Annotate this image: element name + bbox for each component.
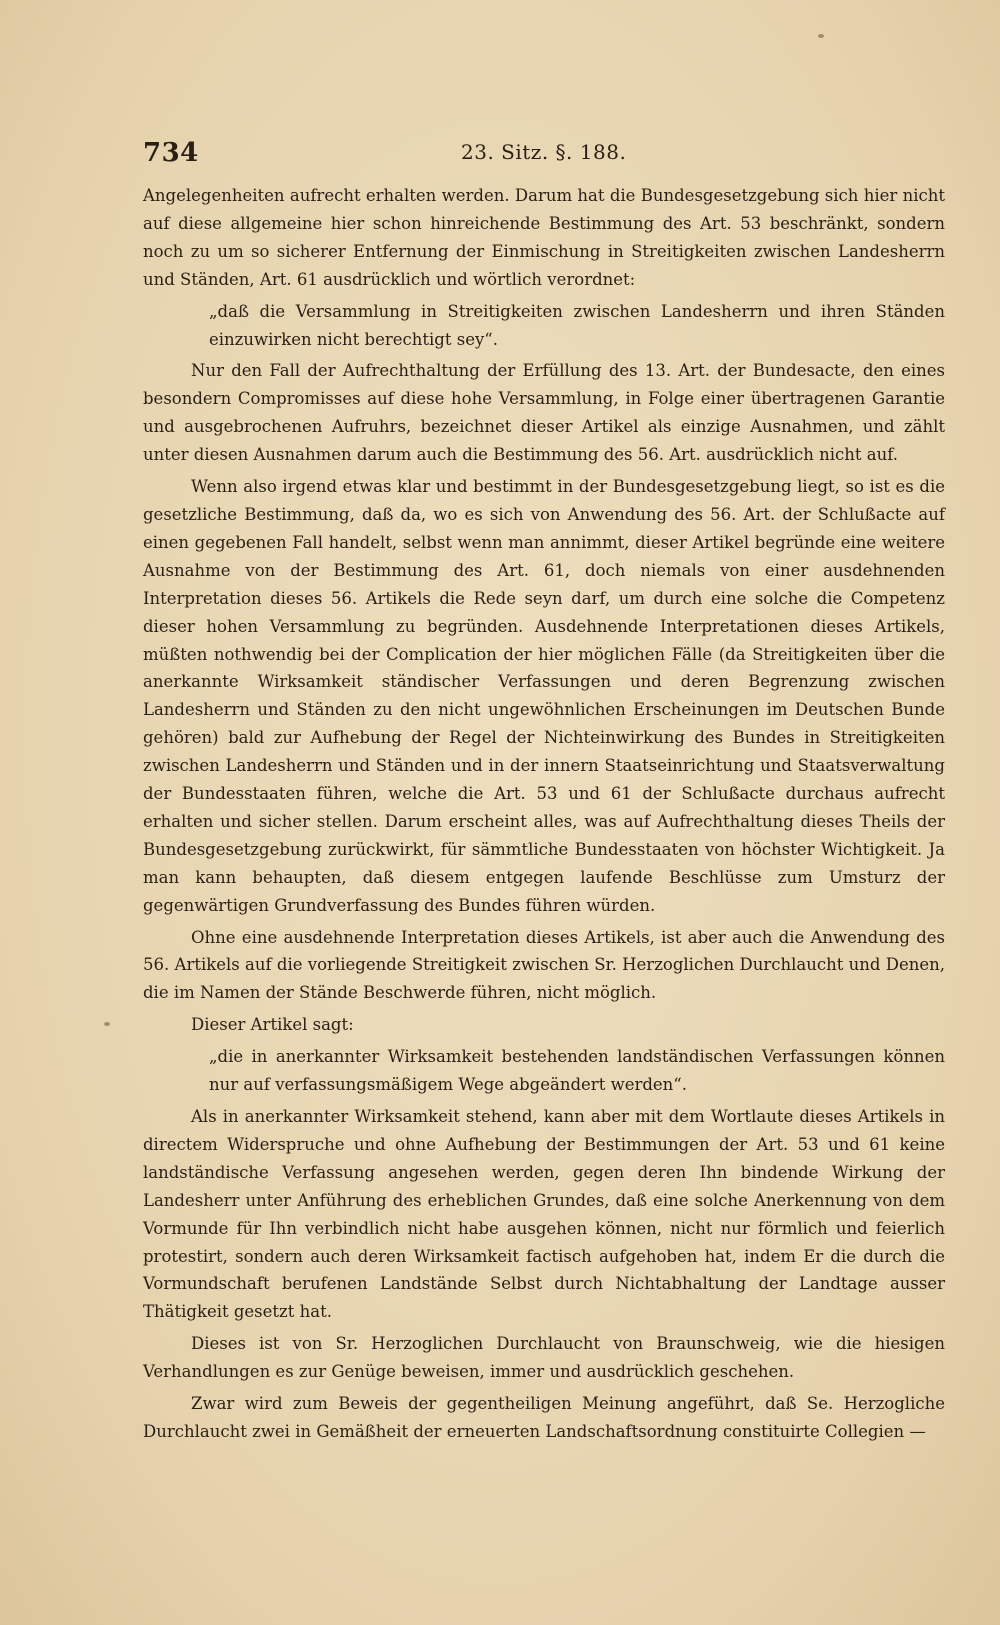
paragraph: Zwar wird zum Beweis der gegentheiligen Meinung angeführt, daß Se. Herzogliche Durchlaucht zwei in Gemäßheit der erneuerten Landschaftsordnung constituirte Collegien — [143,1394,945,1441]
running-head: 23. Sitz. §. 188. [461,140,627,164]
paragraph: Ohne eine ausdehnende Interpretation dieses Artikels, ist aber auch die Anwendung des 56. Artikels auf die vorliegende Streitigkeit zwischen Sr. Herzoglichen Durchlaucht und Denen, die im Namen der Stände Beschwerde führen, nicht möglich. [143,927,945,1003]
paragraph: Als in anerkannter Wirksamkeit stehend, kann aber mit dem Wortlaute dieses Artikels in directem Widerspruche und ohne Aufhebung der Bestimmungen der Art. 53 und 61 keine landständische Verfassung angesehen werden, gegen deren Ihn bindende Wirkung der Landesherr unter Anführung des erheblichen Grundes, daß eine solche Anerkennung von dem Vormunde für Ihn verbindlich nicht habe ausgehen können, nicht nur förmlich und feierlich protestirt, sondern auch deren Wirksamkeit factisch aufgehoben hat, indem Er die durch die Vormundschaft berufenen Landstände Selbst durch Nichtabhaltung der Landtage ausser Thätigkeit gesetzt hat. [143,1107,945,1322]
paragraph: Nur den Fall der Aufrechthaltung der Erfüllung des 13. Art. der Bundesacte, den eines besondern Compromisses auf diese hohe Versammlung, in Folge einer übertragenen Garantie und ausgebrochenen Aufruhrs, bezeichnet dieser Artikel als einzige Ausnahmen, und zählt unter diesen Ausnahmen darum auch die Bestimmung des 56. Art. ausdrücklich nicht auf. [143,361,945,465]
quotation: „die in anerkannter Wirksamkeit bestehenden landständischen Verfassungen können nur auf verfassungsmäßigem Wege abgeändert werden“. [209,1047,945,1095]
paper-speck [104,1022,110,1026]
paper-speck [818,34,824,38]
paragraph: Angelegenheiten aufrecht erhalten werden. Darum hat die Bundesgesetzgebung sich hier nicht auf diese allgemeine hier schon hinreichende Bestimmung des Art. 53 beschränkt, sondern noch zu um so sicherer Entfernung der Einmischung in Streitigkeiten zwischen Landesherrn und Ständen, Art. 61 ausdrücklich und wörtlich verordnet: [143,186,945,289]
page-number: 734 [143,138,199,168]
body-text [143,182,945,1450]
paragraph: Dieser Artikel sagt: [191,1015,354,1035]
paragraph: Wenn also irgend etwas klar und bestimmt in der Bundesgesetzgebung liegt, so ist es die gesetzliche Bestimmung, daß da, wo es sich von Anwendung des 56. Art. der Schlußacte auf einen gegebenen Fall handelt, selbst wenn man annimmt, dieser Artikel begründe eine weitere Ausnahme von der Bestimmung des Art. 61, doch niemals von einer ausdehnenden Interpretation dieses 56. Artikels die Rede seyn darf, um durch eine solche die Competenz dieser hohen Versammlung zu begründen. Ausdehnende Interpretationen dieses Artikels, müßten nothwendig bei der Complication der hier möglichen Fälle (da Streitigkeiten über die anerkannte Wirksamkeit ständischer Verfassungen und deren Begrenzung zwischen Landesherrn und Ständen zu den nicht ungewöhnlichen Erscheinungen im Deutschen Bunde gehören) bald zur Aufhebung der Regel der Nichteinwirkung des Bundes in Streitigkeiten zwischen Landesherrn und Ständen und in der innern Staatseinrichtung und Staatsverwaltung der Bundesstaaten führen, welche die Art. 53 und 61 der Schlußacte durchaus aufrecht erhalten und sicher stellen. Darum erscheint alles, was auf Aufrechthaltung dieses Theils der Bundesgesetzgebung zurückwirkt, für sämmtliche Bundesstaaten von höchster Wichtigkeit. Ja man kann behaupten, daß diesem entgegen laufende Beschlüsse zum Umsturz der gegenwärtigen Grundverfassung des Bundes führen würden. [143,477,945,915]
quotation: „daß die Versammlung in Streitigkeiten zwischen Landesherrn und ihren Ständen einzuwirken nicht berechtigt sey“. [209,301,945,349]
paragraph: Dieses ist von Sr. Herzoglichen Durchlaucht von Braunschweig, wie die hiesigen Verhandlungen es zur Genüge beweisen, immer und ausdrücklich geschehen. [143,1334,945,1382]
page-header [143,136,943,176]
